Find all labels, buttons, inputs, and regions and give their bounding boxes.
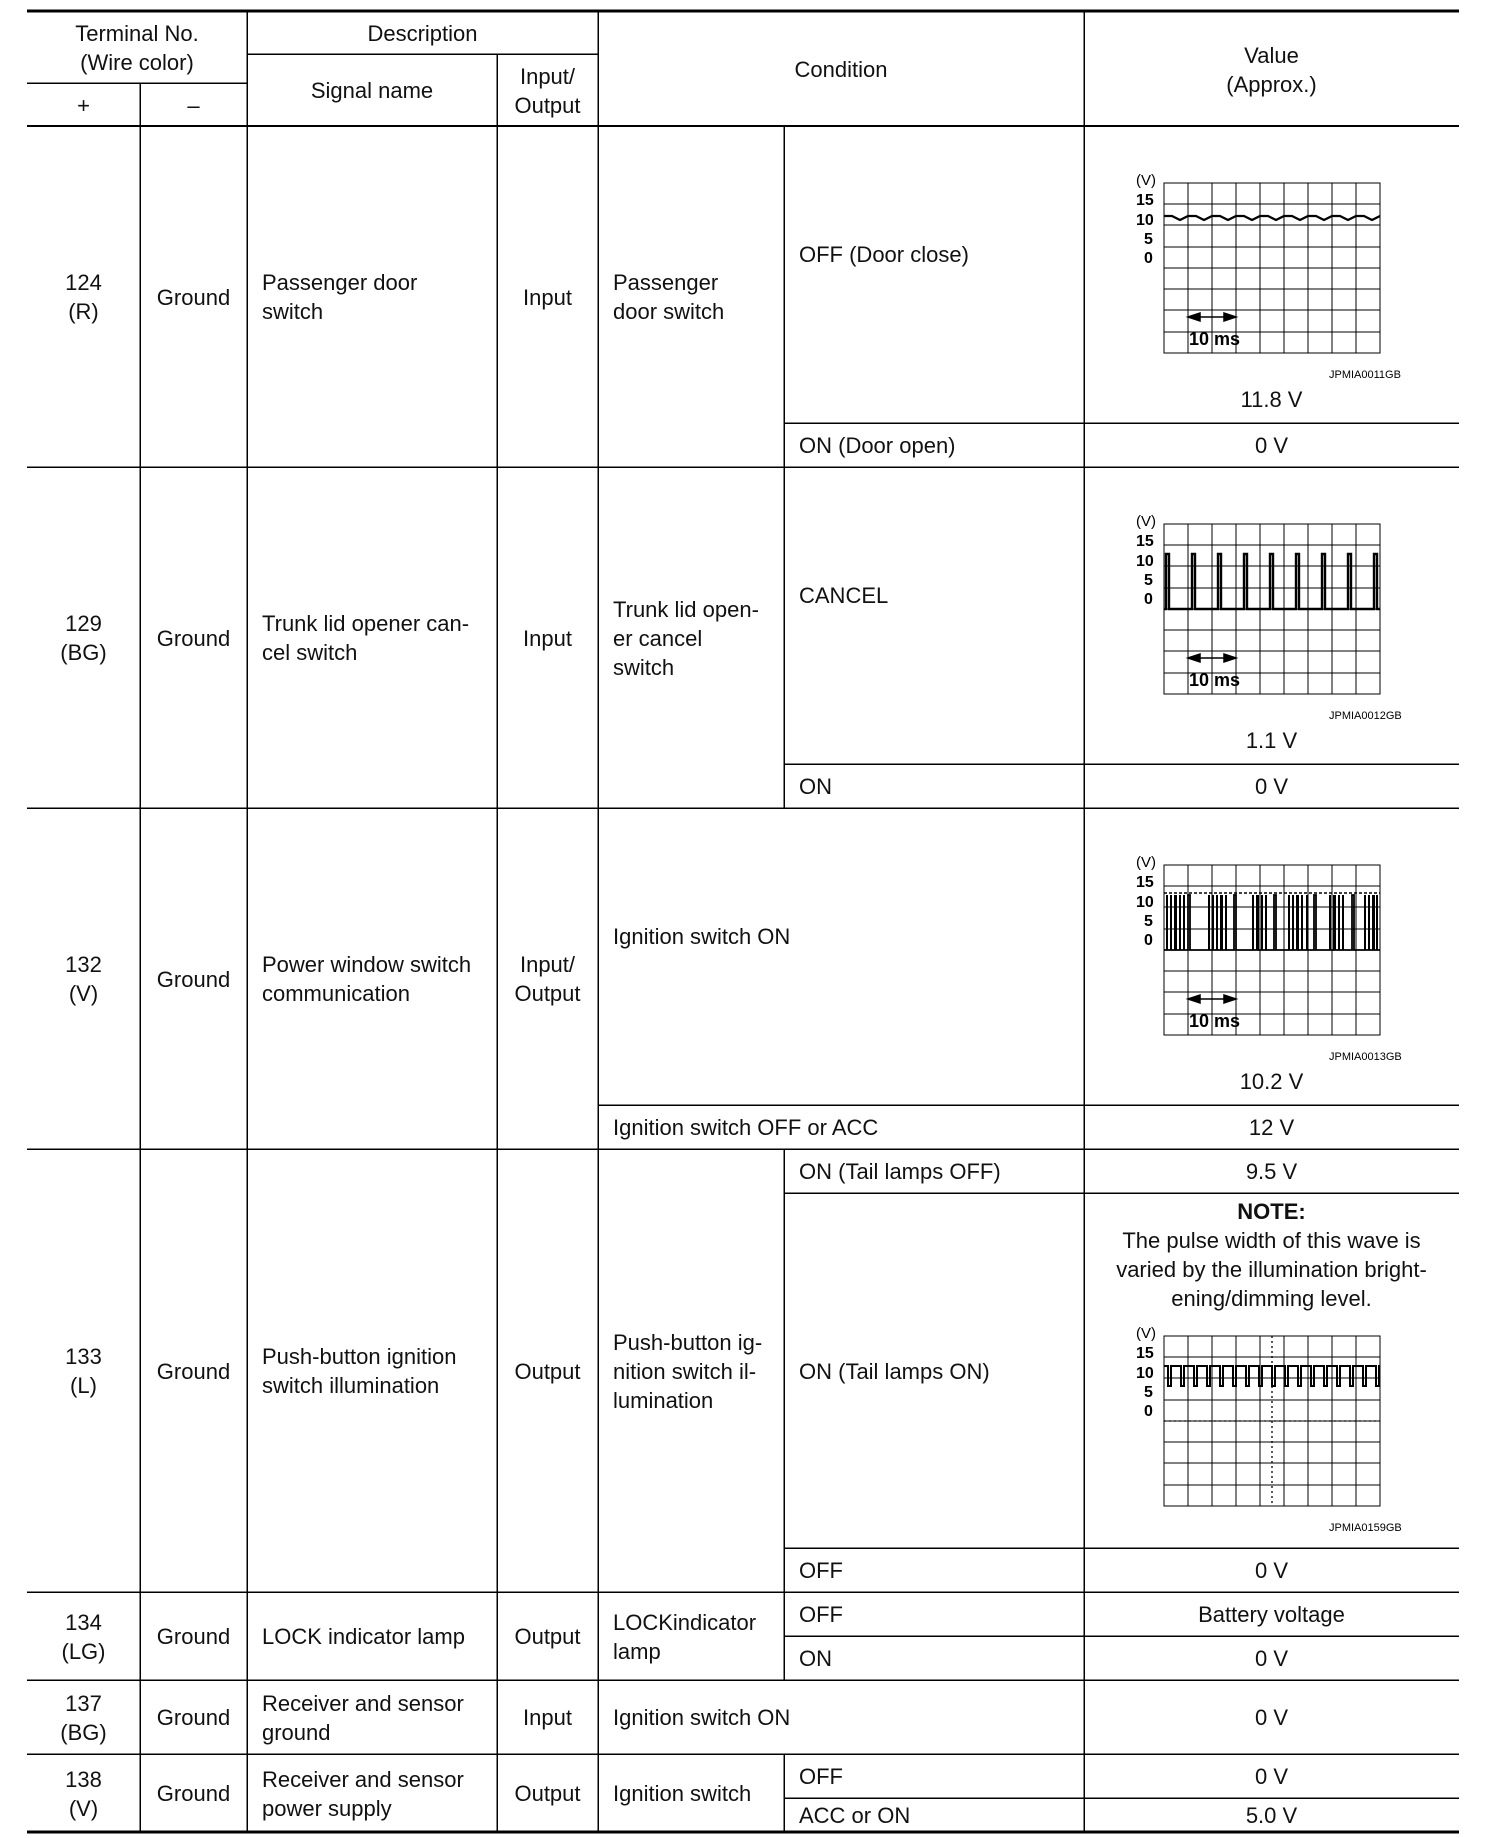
state-value: 0 V xyxy=(1254,1764,1289,1789)
condition: Ignition switch xyxy=(613,1781,752,1806)
signal-line: switch xyxy=(262,299,324,324)
state-value: 12 V xyxy=(1248,1115,1295,1140)
state-value: 0 V xyxy=(1254,1705,1289,1730)
signal-name xyxy=(247,1150,497,1592)
condition: Ignition switch ON xyxy=(613,1705,791,1730)
value-header xyxy=(1084,13,1459,126)
note-line: The pulse width of this wave is xyxy=(1122,1228,1421,1253)
condition-line: nition switch il- xyxy=(613,1358,757,1384)
condition-line: lumination xyxy=(613,1387,714,1413)
terminal-132 xyxy=(27,809,140,1149)
terminal-number: 133 xyxy=(65,1344,102,1369)
tick-label: 15 xyxy=(1136,192,1154,209)
signal-line: Receiver and sensor xyxy=(262,1690,464,1716)
signal-name-header: Signal name xyxy=(310,78,434,103)
waveform-chart xyxy=(1124,1322,1424,1538)
input-output: Input xyxy=(523,625,572,651)
wire-color-label: (Wire color) xyxy=(80,50,194,75)
signal-name xyxy=(247,1755,497,1832)
wire-color: (LG) xyxy=(61,1638,106,1664)
input-output: Output xyxy=(514,1781,581,1806)
terminal-number: 124 xyxy=(65,270,102,295)
terminal-137 xyxy=(27,1681,140,1754)
signal-name: LOCK indicator lamp xyxy=(262,1624,465,1649)
signal-line: switch illumination xyxy=(262,1373,440,1398)
minus-header: – xyxy=(187,92,200,118)
tick-label: 10 xyxy=(1136,1365,1154,1382)
input-output-header xyxy=(497,55,598,126)
tick-label: 0 xyxy=(1144,591,1153,608)
condition xyxy=(598,468,784,808)
tick-label: 5 xyxy=(1144,1384,1153,1401)
time-div-label: 10 ms xyxy=(1189,670,1241,690)
approx-label: (Approx.) xyxy=(1226,71,1317,97)
waveform-id: JPMIA0013GB xyxy=(1329,1051,1402,1063)
input-output: Output xyxy=(514,1624,581,1649)
wire-color: (R) xyxy=(68,299,99,324)
tick-label: 0 xyxy=(1144,932,1153,949)
note-line: ening/dimming level. xyxy=(1171,1286,1372,1311)
waveform-id: JPMIA0159GB xyxy=(1329,1522,1402,1534)
waveform-chart xyxy=(1124,169,1424,385)
condition xyxy=(598,127,784,467)
tick-label: 5 xyxy=(1144,913,1153,930)
terminal-number: 138 xyxy=(65,1766,102,1792)
minus-terminal: Ground xyxy=(156,284,231,310)
signal-line: Push-button ignition xyxy=(262,1344,457,1369)
terminal-129 xyxy=(27,468,140,808)
input-output: Input xyxy=(523,284,572,310)
signal-line: power supply xyxy=(262,1795,392,1821)
minus-terminal: Ground xyxy=(156,1624,231,1649)
waveform-chart xyxy=(1124,510,1424,726)
tick-label: 15 xyxy=(1136,533,1154,550)
value-label: Value xyxy=(1244,42,1299,68)
state-label: ACC or ON xyxy=(799,1803,911,1828)
signal-name xyxy=(247,809,497,1149)
description-header: Description xyxy=(367,21,478,46)
terminal-number: 134 xyxy=(65,1609,102,1635)
tick-label: 10 xyxy=(1136,212,1154,229)
tick-label: 15 xyxy=(1136,874,1154,891)
terminal-124 xyxy=(27,127,140,467)
state-label: OFF xyxy=(799,1764,843,1789)
condition-line: er cancel xyxy=(613,625,703,651)
input-output: Input xyxy=(523,1705,572,1730)
time-div-label: 10 ms xyxy=(1189,1011,1241,1031)
state-value: 0 V xyxy=(1254,1646,1289,1671)
condition xyxy=(598,1150,784,1592)
input-output xyxy=(497,809,598,1149)
tick-label: 5 xyxy=(1144,572,1153,589)
tick-label: 0 xyxy=(1144,250,1153,267)
signal-line: communication xyxy=(262,981,410,1006)
tick-label: 10 xyxy=(1136,553,1154,570)
input-output: Output xyxy=(514,1358,581,1384)
volts-unit: (V) xyxy=(1136,172,1156,189)
state-label: Ignition switch ON xyxy=(613,923,791,949)
signal-name xyxy=(247,468,497,808)
state-value: Battery voltage xyxy=(1198,1602,1345,1627)
state-value: 5.0 V xyxy=(1245,1803,1298,1828)
terminal-133 xyxy=(27,1150,140,1592)
wire-color: (BG) xyxy=(60,640,107,665)
condition-line: LOCKindicator xyxy=(613,1609,757,1635)
signal-line: Trunk lid opener can- xyxy=(262,611,470,636)
signal-line: ground xyxy=(262,1719,331,1745)
condition-line: lamp xyxy=(613,1638,661,1664)
state-value: 0 V xyxy=(1254,1558,1289,1583)
volts-unit: (V) xyxy=(1136,513,1156,530)
state-value: 1.1 V xyxy=(1245,727,1298,753)
tick-label: 15 xyxy=(1136,1345,1154,1362)
terminal-number: 132 xyxy=(65,952,102,977)
condition xyxy=(598,1593,784,1680)
minus-terminal: Ground xyxy=(156,625,231,651)
wire-color: (L) xyxy=(70,1373,97,1398)
state-value: 11.8 V xyxy=(1240,386,1303,412)
condition-line: door switch xyxy=(613,299,725,324)
state-label: ON xyxy=(799,774,832,799)
note-line: varied by the illumination bright- xyxy=(1116,1257,1427,1282)
terminal-number: 129 xyxy=(65,611,102,636)
signal-line: cel switch xyxy=(262,640,358,665)
signal-line: Passenger door xyxy=(262,270,418,295)
volts-unit: (V) xyxy=(1136,854,1156,871)
waveform-chart xyxy=(1124,851,1424,1067)
state-label: Ignition switch OFF or ACC xyxy=(613,1115,879,1140)
wire-color: (BG) xyxy=(60,1719,107,1745)
io-header-line2: Output xyxy=(514,92,581,118)
signal-line: Power window switch xyxy=(262,952,472,977)
state-label: OFF (Door close) xyxy=(799,241,969,267)
minus-terminal: Ground xyxy=(156,1781,231,1806)
state-label: ON xyxy=(799,1646,832,1671)
signal-name xyxy=(247,1681,497,1754)
state-value: 10.2 V xyxy=(1239,1068,1304,1094)
state-label: CANCEL xyxy=(799,582,889,608)
state-label: ON (Door open) xyxy=(799,433,956,458)
signal-line: Receiver and sensor xyxy=(262,1766,464,1792)
tick-label: 5 xyxy=(1144,231,1153,248)
note xyxy=(1084,1196,1459,1314)
terminal-138 xyxy=(27,1755,140,1832)
state-value: 0 V xyxy=(1254,433,1289,458)
state-label: OFF xyxy=(799,1602,843,1627)
note-title: NOTE: xyxy=(1237,1199,1306,1224)
time-div-label: 10 ms xyxy=(1189,329,1241,349)
terminal-number: 137 xyxy=(65,1690,102,1716)
condition-line: Passenger xyxy=(613,270,719,295)
io-header-line1: Input/ xyxy=(519,63,576,89)
condition-line: switch xyxy=(613,654,675,680)
signal-name xyxy=(247,127,497,467)
waveform-id: JPMIA0011GB xyxy=(1329,369,1401,381)
state-label: OFF xyxy=(799,1558,843,1583)
minus-terminal: Ground xyxy=(156,1705,231,1730)
wire-color: (V) xyxy=(68,1795,99,1821)
condition-header: Condition xyxy=(794,57,888,82)
condition-line: Push-button ig- xyxy=(613,1329,763,1355)
minus-terminal: Ground xyxy=(156,966,231,992)
state-value: 9.5 V xyxy=(1245,1159,1298,1184)
tick-label: 0 xyxy=(1144,1403,1153,1420)
waveform-id: JPMIA0012GB xyxy=(1329,710,1402,722)
wire-color: (V) xyxy=(68,981,99,1006)
minus-terminal: Ground xyxy=(156,1358,231,1384)
io-line: Output xyxy=(514,981,581,1006)
terminal-no-header xyxy=(27,13,247,83)
volts-unit: (V) xyxy=(1136,1325,1156,1342)
plus-header: + xyxy=(77,92,90,118)
state-value: 0 V xyxy=(1254,774,1289,799)
state-label: ON (Tail lamps OFF) xyxy=(799,1159,1001,1184)
tick-label: 10 xyxy=(1136,894,1154,911)
terminal-no-label: Terminal No. xyxy=(75,21,199,46)
terminal-134 xyxy=(27,1593,140,1680)
io-line: Input/ xyxy=(519,952,576,977)
condition-line: Trunk lid open- xyxy=(613,596,759,622)
state-label: ON (Tail lamps ON) xyxy=(799,1358,990,1384)
